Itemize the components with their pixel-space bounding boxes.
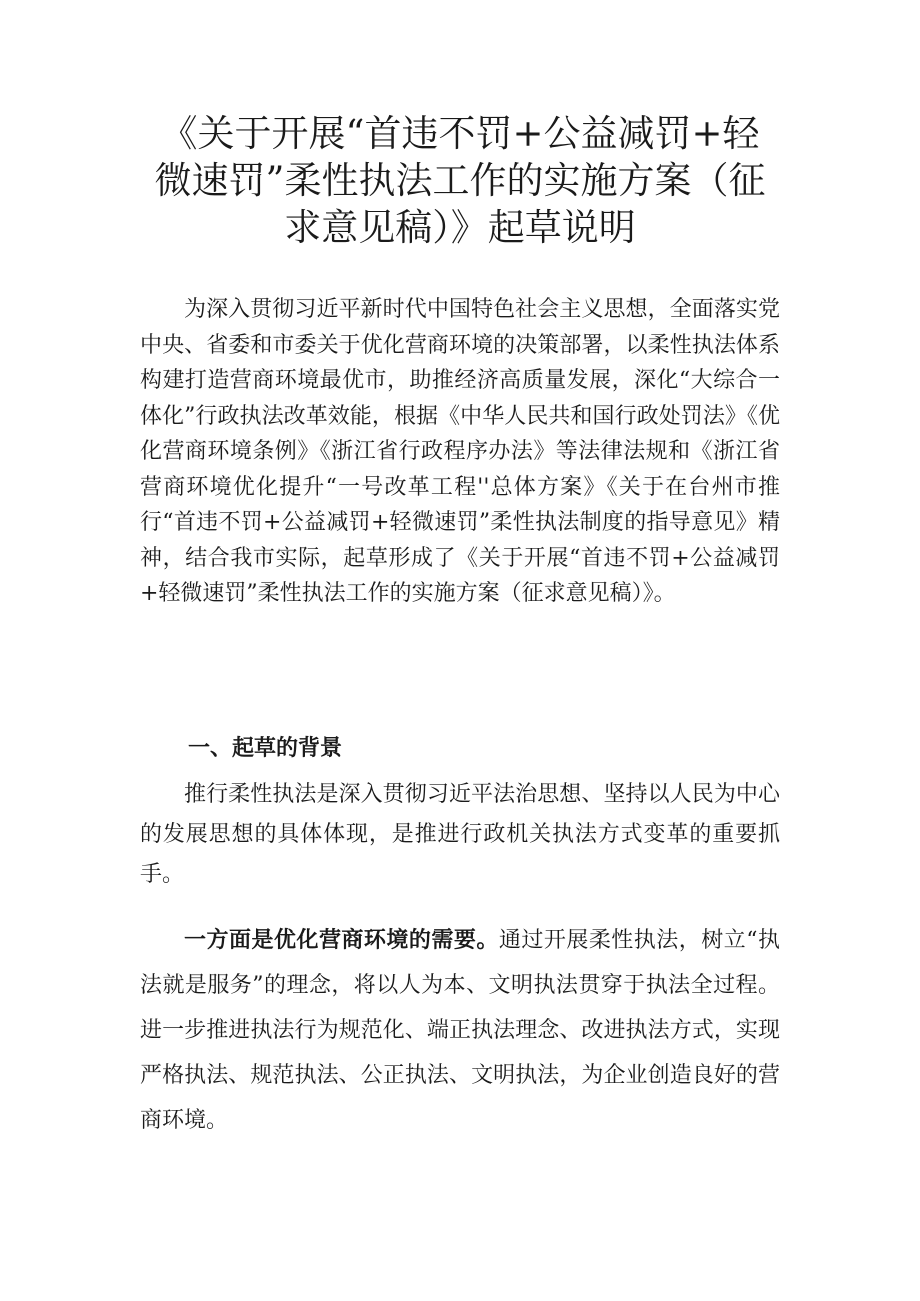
point-body-text: 通过开展柔性执法，树立“执法就是服务”的理念，将以人为本、文明执法贯穿于执法全过程。进一步推进执法行为规范化、端正执法理念、改进执法方式，实现严格执法、规范执法、公正执法、文明执法，为企业创造良好的营商环境。 xyxy=(140,928,780,1133)
document-title: 《关于开展“首违不罚+公益减罚+轻微速罚”柔性执法工作的实施方案（征求意见稿）》起草说明 xyxy=(154,112,766,249)
background-paragraph: 推行柔性执法是深入贯彻习近平法治思想、坚持以人民为中心的发展思想的具体体现，是推进行政机关执法方式变革的重要抓手。 xyxy=(140,782,780,887)
business-environment-paragraph xyxy=(140,918,780,1143)
intro-paragraph: 为深入贯彻习近平新时代中国特色社会主义思想，全面落实党中央、省委和市委关于优化营商环境的决策部署，以柔性执法体系构建打造营商环境最优市，助推经济高质量发展，深化“大综合一体化”行政执法改革效能，根据《中华人民共和国行政处罚法》《优化营商环境条例》《浙江省行政程序办法》等法律法规和《浙江省营商环境优化提升“一号改革工程''总体方案》《关于在台州市推行“首违不罚+公益减罚+轻微速罚”柔性执法制度的指导意见》精神，结合我市实际，起草形成了《关于开展“首违不罚+公益减罚+轻微速罚”柔性执法工作的实施方案（征求意见稿）》。 xyxy=(140,297,780,606)
point-lead-text: 一方面是优化营商环境的需要。 xyxy=(184,928,499,953)
section-heading-background: 一、起草的背景 xyxy=(188,736,343,761)
